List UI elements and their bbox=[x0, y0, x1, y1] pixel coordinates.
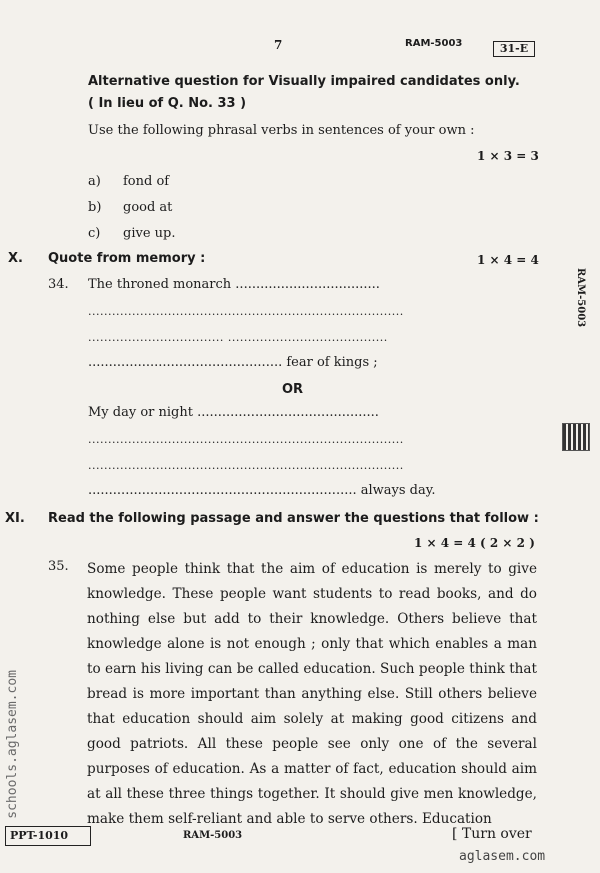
paper-code: RAM-5003 bbox=[405, 38, 463, 49]
footer-box-label: PPT-1010 bbox=[5, 826, 91, 846]
alternative-instruction: Use the following phrasal verbs in sentences of your own : bbox=[88, 123, 475, 138]
alt-item-a-text: fond of bbox=[123, 174, 170, 189]
section-x-heading: Quote from memory : bbox=[48, 251, 206, 266]
section-x-numeral: X. bbox=[8, 251, 23, 266]
question-35-number: 35. bbox=[48, 559, 69, 574]
passage-text: Some people think that the aim of education is merely to give knowledge. These people want students to read books, and do nothing else but add to their knowledge. Others believe that knowledge alone is not enough ; only that which enables a man to earn his living can be called education. Such people think that bread is more important than anything else. Still others believe that education should aim solely at making good citizens and good patriots. All these people see only one of the several purposes of education. As a matter of fact, education should aim at all these three things together. It should give men knowledge, make them self-reliant and able to serve others. Education bbox=[87, 561, 537, 827]
quote-line-2: ............................................................................... bbox=[88, 305, 404, 318]
alt-item-a-label: a) bbox=[88, 174, 101, 189]
paper-box-label: 31-E bbox=[493, 41, 535, 57]
section-xi-numeral: XI. bbox=[5, 511, 25, 526]
section-x-marks: 1 × 4 = 4 bbox=[477, 253, 539, 267]
section-xi-marks: 1 × 4 = 4 ( 2 × 2 ) bbox=[414, 536, 535, 550]
alt-quote-line-3: ............................................................................... bbox=[88, 459, 404, 472]
alt-item-b-label: b) bbox=[88, 200, 102, 215]
or-label: OR bbox=[282, 382, 304, 397]
alt-quote-line-1: My day or night ............................................ bbox=[88, 405, 379, 420]
alt-item-c-text: give up. bbox=[123, 226, 176, 241]
section-xi-heading: Read the following passage and answer the questions that follow : bbox=[48, 511, 539, 526]
qr-code-icon bbox=[562, 423, 590, 451]
quote-line-4: ............................................... fear of kings ; bbox=[88, 355, 378, 370]
side-paper-code: RAM-5003 bbox=[575, 268, 586, 328]
question-34-number: 34. bbox=[48, 277, 69, 292]
side-watermark: schools.aglasem.com bbox=[5, 670, 20, 819]
alt-item-b-text: good at bbox=[123, 200, 173, 215]
alt-quote-line-4: ................................................................. always day. bbox=[88, 483, 436, 498]
alternative-note: ( In lieu of Q. No. 33 ) bbox=[88, 96, 247, 111]
alt-item-c-label: c) bbox=[88, 226, 101, 241]
alt-quote-line-2: ............................................................................... bbox=[88, 433, 404, 446]
quote-line-3: .................................. ........................................ bbox=[88, 331, 388, 344]
page-number: 7 bbox=[274, 38, 283, 52]
quote-line-1: The throned monarch ................................... bbox=[88, 277, 380, 292]
turn-over-label: [ Turn over bbox=[452, 826, 532, 842]
alternative-marks: 1 × 3 = 3 bbox=[477, 149, 539, 163]
footer-paper-code: RAM-5003 bbox=[183, 830, 243, 841]
alternative-title: Alternative question for Visually impaired candidates only. bbox=[88, 74, 520, 89]
bottom-watermark: aglasem.com bbox=[459, 849, 546, 864]
